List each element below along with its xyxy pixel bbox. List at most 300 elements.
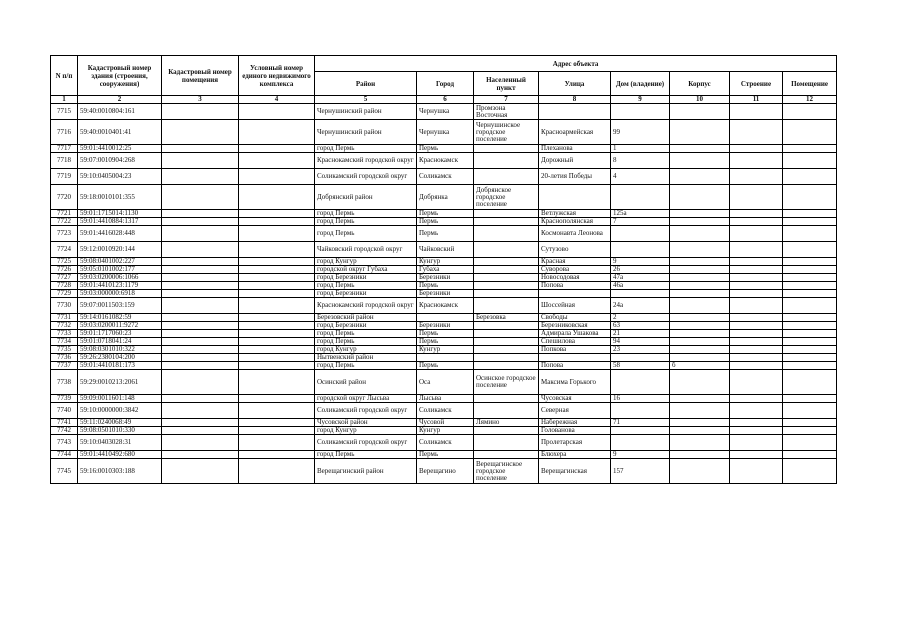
table-row bbox=[51, 120, 837, 145]
table-row bbox=[51, 210, 837, 218]
building-cell bbox=[670, 419, 730, 427]
table-row bbox=[51, 266, 837, 274]
city-cell: Чусовой bbox=[417, 419, 474, 427]
district-cell: городской округ Губаха bbox=[315, 266, 417, 274]
house-cell: 24а bbox=[611, 298, 670, 314]
district-cell: Соликамский городской округ bbox=[315, 435, 417, 451]
room-cell bbox=[783, 403, 837, 419]
building-cell bbox=[670, 226, 730, 242]
structure-cell bbox=[730, 145, 783, 153]
room-cell bbox=[783, 153, 837, 169]
room-cell bbox=[783, 282, 837, 290]
house-cell: 1 bbox=[611, 145, 670, 153]
cad-room-cell bbox=[162, 145, 239, 153]
city-cell: Чернушка bbox=[417, 120, 474, 145]
building-cell bbox=[670, 403, 730, 419]
street-cell bbox=[539, 104, 611, 120]
house-cell: 157 bbox=[611, 459, 670, 484]
building-cell bbox=[670, 242, 730, 258]
city-cell: Верещагино bbox=[417, 459, 474, 484]
cad-room-cell bbox=[162, 459, 239, 484]
cad-building-cell: 59:16:0010303:188 bbox=[78, 459, 162, 484]
street-cell: Голованова bbox=[539, 427, 611, 435]
district-cell: город Березники bbox=[315, 322, 417, 330]
cad-room-cell bbox=[162, 274, 239, 282]
room-cell bbox=[783, 145, 837, 153]
cad-room-cell bbox=[162, 218, 239, 226]
cad-room-cell bbox=[162, 120, 239, 145]
street-cell: Попкова bbox=[539, 346, 611, 354]
room-cell bbox=[783, 330, 837, 338]
district-cell: город Кунгур bbox=[315, 258, 417, 266]
house-cell bbox=[611, 403, 670, 419]
city-cell: Пермь bbox=[417, 226, 474, 242]
header-address-col: Город bbox=[417, 72, 474, 96]
column-number: 8 bbox=[539, 96, 611, 104]
city-cell: Кунгур bbox=[417, 346, 474, 354]
row-number: 7721 bbox=[51, 210, 78, 218]
district-cell: Добрянский район bbox=[315, 185, 417, 210]
city-cell: Пермь bbox=[417, 338, 474, 346]
house-cell: 94 bbox=[611, 338, 670, 346]
row-number: 7726 bbox=[51, 266, 78, 274]
settlement-cell bbox=[474, 322, 539, 330]
district-cell: Чернушинский район bbox=[315, 104, 417, 120]
building-cell bbox=[670, 435, 730, 451]
cad-room-cell bbox=[162, 266, 239, 274]
cad-building-cell: 59:01:0718041:24 bbox=[78, 338, 162, 346]
cond-num-cell bbox=[239, 354, 315, 362]
city-cell bbox=[417, 354, 474, 362]
table-row bbox=[51, 290, 837, 298]
structure-cell bbox=[730, 395, 783, 403]
building-cell bbox=[670, 298, 730, 314]
street-cell bbox=[539, 290, 611, 298]
building-cell: б bbox=[670, 362, 730, 370]
settlement-cell bbox=[474, 403, 539, 419]
city-cell: Березники bbox=[417, 322, 474, 330]
column-number: 1 bbox=[51, 96, 78, 104]
column-number: 7 bbox=[474, 96, 539, 104]
cond-num-cell bbox=[239, 451, 315, 459]
settlement-cell: Осинское городское поселение bbox=[474, 370, 539, 395]
room-cell bbox=[783, 120, 837, 145]
cad-room-cell bbox=[162, 435, 239, 451]
table-row bbox=[51, 322, 837, 330]
cad-building-cell: 59:03:000000:6918 bbox=[78, 290, 162, 298]
structure-cell bbox=[730, 104, 783, 120]
street-cell: Красноармейская bbox=[539, 120, 611, 145]
settlement-cell: Березовка bbox=[474, 314, 539, 322]
building-cell bbox=[670, 120, 730, 145]
cad-room-cell bbox=[162, 169, 239, 185]
table-row bbox=[51, 145, 837, 153]
cad-building-cell: 59:05:0101002:177 bbox=[78, 266, 162, 274]
district-cell: городской округ Лысьва bbox=[315, 395, 417, 403]
house-cell: 46а bbox=[611, 282, 670, 290]
cond-num-cell bbox=[239, 435, 315, 451]
settlement-cell: Лямино bbox=[474, 419, 539, 427]
row-number: 7745 bbox=[51, 459, 78, 484]
cad-room-cell bbox=[162, 427, 239, 435]
building-cell bbox=[670, 104, 730, 120]
table-row bbox=[51, 362, 837, 370]
structure-cell bbox=[730, 419, 783, 427]
header-address-col: Помещение bbox=[783, 72, 837, 96]
structure-cell bbox=[730, 459, 783, 484]
cad-room-cell bbox=[162, 226, 239, 242]
city-cell: Чернушка bbox=[417, 104, 474, 120]
table-row bbox=[51, 330, 837, 338]
cond-num-cell bbox=[239, 274, 315, 282]
district-cell: Верещагинский район bbox=[315, 459, 417, 484]
cad-building-cell: 59:08:0401002:227 bbox=[78, 258, 162, 266]
cad-room-cell bbox=[162, 403, 239, 419]
table-row bbox=[51, 451, 837, 459]
district-cell: город Кунгур bbox=[315, 427, 417, 435]
building-cell bbox=[670, 427, 730, 435]
city-cell: Краснокамск bbox=[417, 298, 474, 314]
city-cell: Пермь bbox=[417, 330, 474, 338]
street-cell: Березниковская bbox=[539, 322, 611, 330]
cond-num-cell bbox=[239, 120, 315, 145]
settlement-cell bbox=[474, 242, 539, 258]
registry-table bbox=[50, 55, 837, 484]
building-cell bbox=[670, 459, 730, 484]
street-cell bbox=[539, 185, 611, 210]
row-number: 7730 bbox=[51, 298, 78, 314]
structure-cell bbox=[730, 451, 783, 459]
header-num: N п/п bbox=[51, 56, 78, 96]
cond-num-cell bbox=[239, 218, 315, 226]
cad-room-cell bbox=[162, 322, 239, 330]
settlement-cell bbox=[474, 145, 539, 153]
cond-num-cell bbox=[239, 169, 315, 185]
settlement-cell bbox=[474, 427, 539, 435]
building-cell bbox=[670, 395, 730, 403]
room-cell bbox=[783, 322, 837, 330]
settlement-cell bbox=[474, 226, 539, 242]
header-column-numbers bbox=[51, 96, 837, 104]
settlement-cell bbox=[474, 258, 539, 266]
room-cell bbox=[783, 419, 837, 427]
district-cell: город Пермь bbox=[315, 282, 417, 290]
structure-cell bbox=[730, 322, 783, 330]
city-cell: Оса bbox=[417, 370, 474, 395]
structure-cell bbox=[730, 266, 783, 274]
table-row bbox=[51, 226, 837, 242]
settlement-cell bbox=[474, 266, 539, 274]
building-cell bbox=[670, 282, 730, 290]
column-number: 12 bbox=[783, 96, 837, 104]
structure-cell bbox=[730, 338, 783, 346]
house-cell: 8 bbox=[611, 153, 670, 169]
street-cell: Попова bbox=[539, 362, 611, 370]
cond-num-cell bbox=[239, 338, 315, 346]
street-cell: Суворова bbox=[539, 266, 611, 274]
house-cell: 9 bbox=[611, 451, 670, 459]
district-cell: Соликамский городской округ bbox=[315, 403, 417, 419]
street-cell: Спешилова bbox=[539, 338, 611, 346]
cad-room-cell bbox=[162, 242, 239, 258]
row-number: 7723 bbox=[51, 226, 78, 242]
row-number: 7733 bbox=[51, 330, 78, 338]
district-cell: Чусовской район bbox=[315, 419, 417, 427]
structure-cell bbox=[730, 242, 783, 258]
building-cell bbox=[670, 322, 730, 330]
house-cell: 9 bbox=[611, 258, 670, 266]
cad-building-cell: 59:40:0010401:41 bbox=[78, 120, 162, 145]
cad-building-cell: 59:11:0240068:49 bbox=[78, 419, 162, 427]
cad-room-cell bbox=[162, 314, 239, 322]
column-number: 2 bbox=[78, 96, 162, 104]
cad-building-cell: 59:01:4410492:680 bbox=[78, 451, 162, 459]
cond-num-cell bbox=[239, 419, 315, 427]
district-cell: город Пермь bbox=[315, 338, 417, 346]
cad-building-cell: 59:14:0161082:59 bbox=[78, 314, 162, 322]
header-cond-num: Условный номер единого недвижимого комплекса bbox=[239, 56, 315, 96]
building-cell bbox=[670, 451, 730, 459]
street-cell: Адмирала Ушакова bbox=[539, 330, 611, 338]
cad-room-cell bbox=[162, 370, 239, 395]
cad-building-cell: 59:07:0010904:268 bbox=[78, 153, 162, 169]
cad-building-cell: 59:40:0010804:161 bbox=[78, 104, 162, 120]
room-cell bbox=[783, 258, 837, 266]
structure-cell bbox=[730, 274, 783, 282]
cond-num-cell bbox=[239, 153, 315, 169]
building-cell bbox=[670, 185, 730, 210]
cad-building-cell: 59:12:0010920:144 bbox=[78, 242, 162, 258]
street-cell: Северная bbox=[539, 403, 611, 419]
row-number: 7737 bbox=[51, 362, 78, 370]
structure-cell bbox=[730, 403, 783, 419]
row-number: 7742 bbox=[51, 427, 78, 435]
house-cell bbox=[611, 427, 670, 435]
city-cell: Губаха bbox=[417, 266, 474, 274]
cond-num-cell bbox=[239, 322, 315, 330]
street-cell: Новосодовая bbox=[539, 274, 611, 282]
row-number: 7728 bbox=[51, 282, 78, 290]
column-number: 6 bbox=[417, 96, 474, 104]
row-number: 7743 bbox=[51, 435, 78, 451]
table-row bbox=[51, 338, 837, 346]
cad-building-cell: 59:26:2380104:200 bbox=[78, 354, 162, 362]
cond-num-cell bbox=[239, 185, 315, 210]
house-cell: 2 bbox=[611, 314, 670, 322]
street-cell: Чусовская bbox=[539, 395, 611, 403]
city-cell: Пермь bbox=[417, 451, 474, 459]
settlement-cell bbox=[474, 451, 539, 459]
row-number: 7715 bbox=[51, 104, 78, 120]
row-number: 7739 bbox=[51, 395, 78, 403]
structure-cell bbox=[730, 354, 783, 362]
table-row bbox=[51, 153, 837, 169]
city-cell: Пермь bbox=[417, 218, 474, 226]
room-cell bbox=[783, 185, 837, 210]
settlement-cell bbox=[474, 274, 539, 282]
house-cell: 71 bbox=[611, 419, 670, 427]
settlement-cell: Добрянское городское поселение bbox=[474, 185, 539, 210]
settlement-cell: Верещагинское городское поселение bbox=[474, 459, 539, 484]
header-address-col: Корпус bbox=[670, 72, 730, 96]
row-number: 7740 bbox=[51, 403, 78, 419]
structure-cell bbox=[730, 153, 783, 169]
table-row bbox=[51, 298, 837, 314]
cond-num-cell bbox=[239, 330, 315, 338]
settlement-cell bbox=[474, 218, 539, 226]
house-cell bbox=[611, 354, 670, 362]
building-cell bbox=[670, 266, 730, 274]
cad-room-cell bbox=[162, 362, 239, 370]
row-number: 7718 bbox=[51, 153, 78, 169]
district-cell: город Пермь bbox=[315, 145, 417, 153]
cond-num-cell bbox=[239, 346, 315, 354]
table-row bbox=[51, 370, 837, 395]
room-cell bbox=[783, 346, 837, 354]
room-cell bbox=[783, 290, 837, 298]
district-cell: город Кунгур bbox=[315, 346, 417, 354]
district-cell: город Пермь bbox=[315, 451, 417, 459]
city-cell: Пермь bbox=[417, 210, 474, 218]
room-cell bbox=[783, 226, 837, 242]
row-number: 7736 bbox=[51, 354, 78, 362]
cond-num-cell bbox=[239, 427, 315, 435]
cad-building-cell: 59:10:0405004:23 bbox=[78, 169, 162, 185]
table-row bbox=[51, 242, 837, 258]
settlement-cell bbox=[474, 153, 539, 169]
city-cell: Соликамск bbox=[417, 169, 474, 185]
header-address-col: Населенный пункт bbox=[474, 72, 539, 96]
district-cell: Чернушинский район bbox=[315, 120, 417, 145]
district-cell: город Пермь bbox=[315, 218, 417, 226]
street-cell: Дорожный bbox=[539, 153, 611, 169]
street-cell: Шоссейная bbox=[539, 298, 611, 314]
district-cell: Осинский район bbox=[315, 370, 417, 395]
house-cell bbox=[611, 104, 670, 120]
structure-cell bbox=[730, 282, 783, 290]
district-cell: Краснокамский городской округ bbox=[315, 298, 417, 314]
cad-building-cell: 59:07:0011503:159 bbox=[78, 298, 162, 314]
cond-num-cell bbox=[239, 290, 315, 298]
settlement-cell bbox=[474, 338, 539, 346]
cad-building-cell: 59:09:0011601:148 bbox=[78, 395, 162, 403]
row-number: 7738 bbox=[51, 370, 78, 395]
street-cell: Блюхера bbox=[539, 451, 611, 459]
city-cell: Кунгур bbox=[417, 427, 474, 435]
house-cell: 47а bbox=[611, 274, 670, 282]
cad-room-cell bbox=[162, 395, 239, 403]
structure-cell bbox=[730, 169, 783, 185]
street-cell: Верещагинская bbox=[539, 459, 611, 484]
building-cell bbox=[670, 346, 730, 354]
row-number: 7722 bbox=[51, 218, 78, 226]
table-row bbox=[51, 314, 837, 322]
cond-num-cell bbox=[239, 104, 315, 120]
house-cell bbox=[611, 226, 670, 242]
column-number: 9 bbox=[611, 96, 670, 104]
street-cell: Свободы bbox=[539, 314, 611, 322]
settlement-cell: Чернушинское городское поселение bbox=[474, 120, 539, 145]
cond-num-cell bbox=[239, 362, 315, 370]
city-cell: Березники bbox=[417, 290, 474, 298]
structure-cell bbox=[730, 298, 783, 314]
cad-room-cell bbox=[162, 210, 239, 218]
street-cell bbox=[539, 354, 611, 362]
city-cell: Пермь bbox=[417, 282, 474, 290]
room-cell bbox=[783, 362, 837, 370]
building-cell bbox=[670, 338, 730, 346]
table-row bbox=[51, 403, 837, 419]
header-address: Адрес объекта bbox=[315, 56, 837, 72]
cad-building-cell: 59:10:0000000:3842 bbox=[78, 403, 162, 419]
structure-cell bbox=[730, 435, 783, 451]
street-cell: Набережная bbox=[539, 419, 611, 427]
building-cell bbox=[670, 169, 730, 185]
structure-cell bbox=[730, 346, 783, 354]
room-cell bbox=[783, 314, 837, 322]
row-number: 7744 bbox=[51, 451, 78, 459]
street-cell: Плеханова bbox=[539, 145, 611, 153]
settlement-cell bbox=[474, 354, 539, 362]
cad-room-cell bbox=[162, 346, 239, 354]
city-cell: Березники bbox=[417, 274, 474, 282]
cad-room-cell bbox=[162, 298, 239, 314]
room-cell bbox=[783, 435, 837, 451]
cad-room-cell bbox=[162, 330, 239, 338]
cad-building-cell: 59:01:4416028:448 bbox=[78, 226, 162, 242]
house-cell bbox=[611, 435, 670, 451]
settlement-cell: Промзона Восточная bbox=[474, 104, 539, 120]
structure-cell bbox=[730, 226, 783, 242]
cond-num-cell bbox=[239, 266, 315, 274]
room-cell bbox=[783, 266, 837, 274]
cad-room-cell bbox=[162, 419, 239, 427]
row-number: 7729 bbox=[51, 290, 78, 298]
table-row bbox=[51, 258, 837, 266]
table-row bbox=[51, 354, 837, 362]
building-cell bbox=[670, 153, 730, 169]
header-address-col: Строение bbox=[730, 72, 783, 96]
district-cell: город Березники bbox=[315, 290, 417, 298]
room-cell bbox=[783, 459, 837, 484]
cad-building-cell: 59:29:0010213:2061 bbox=[78, 370, 162, 395]
room-cell bbox=[783, 427, 837, 435]
street-cell: Пролетарская bbox=[539, 435, 611, 451]
row-number: 7716 bbox=[51, 120, 78, 145]
city-cell: Пермь bbox=[417, 362, 474, 370]
header-address-col: Район bbox=[315, 72, 417, 96]
cad-room-cell bbox=[162, 290, 239, 298]
street-cell: Попова bbox=[539, 282, 611, 290]
row-number: 7727 bbox=[51, 274, 78, 282]
street-cell: Космонавта Леонова bbox=[539, 226, 611, 242]
district-cell: город Березники bbox=[315, 274, 417, 282]
settlement-cell bbox=[474, 282, 539, 290]
table-body bbox=[51, 104, 837, 484]
cad-building-cell: 59:01:4410181:173 bbox=[78, 362, 162, 370]
room-cell bbox=[783, 298, 837, 314]
building-cell bbox=[670, 354, 730, 362]
district-cell: город Пермь bbox=[315, 362, 417, 370]
house-cell bbox=[611, 370, 670, 395]
structure-cell bbox=[730, 258, 783, 266]
room-cell bbox=[783, 395, 837, 403]
cond-num-cell bbox=[239, 242, 315, 258]
cad-building-cell: 59:18:0010101:355 bbox=[78, 185, 162, 210]
street-cell: Красная bbox=[539, 258, 611, 266]
district-cell: Краснокамский городской округ bbox=[315, 153, 417, 169]
building-cell bbox=[670, 290, 730, 298]
